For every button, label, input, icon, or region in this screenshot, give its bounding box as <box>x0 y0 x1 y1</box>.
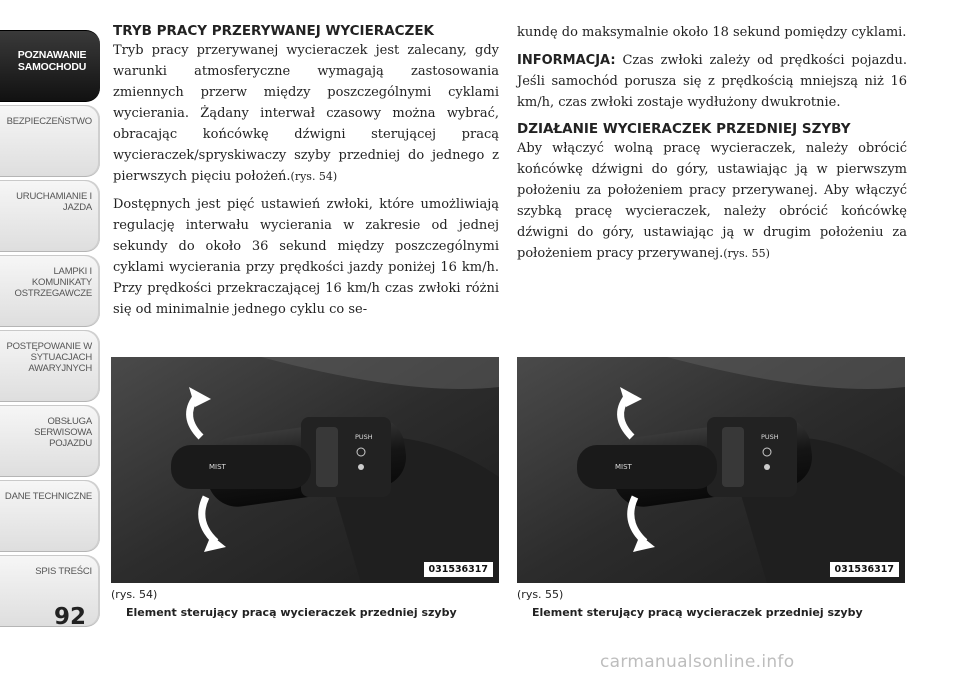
tab-obsluga-serwisowa[interactable] <box>0 405 100 477</box>
paragraph-text: Aby włączyć wolną pracę wycieraczek, należy obrócić końcówkę dźwigni do góry, ustawiając ją w pierwszym położeniu za położeniem pracy przerywanej. Aby włączyć szybką pracę wycieraczek, należy obrócić końcówkę dźwigni do góry, ustawiając ją w drugim położeniu za położeniem pracy przerywanej. <box>517 141 907 261</box>
tab-uruchamianie-i-jazda[interactable] <box>0 180 100 252</box>
figure-caption: Element sterujący pracą wycieraczek przedniej szyby <box>126 606 457 619</box>
tab-label: LAMPKI I KOMUNIKATY OSTRZEGAWCZE <box>14 266 92 299</box>
wiper-stalk-photo <box>517 357 905 583</box>
figure-reference: (rys. 55) <box>723 247 770 260</box>
paragraph <box>517 138 907 264</box>
watermark: carmanualsonline.info <box>600 652 795 672</box>
figure-reference: (rys. 54) <box>111 588 158 601</box>
tab-dane-techniczne[interactable] <box>0 480 100 552</box>
paragraph <box>113 40 499 187</box>
tab-lampki-i-komunikaty[interactable] <box>0 255 100 327</box>
page-number: 92 <box>53 604 86 630</box>
mist-label: MIST <box>615 463 632 471</box>
paragraph: Dostępnych jest pięć ustawień zwłoki, które umożliwiają regulację interwału wycierania w zakresie od jednej sekundy do około 36 sekund między poszczególnymi cyklami wycierania przy prędkości jazdy poniżej 16 km/h. Przy prędkości przekraczającej 16 km/h czas zwłoki różni się od minimalnie jednego cyklu co se- <box>113 197 499 317</box>
info-label: INFORMACJA: <box>517 53 616 68</box>
wiper-stalk-photo <box>111 357 499 583</box>
tab-label: SPIS TREŚCI <box>35 566 92 577</box>
figure-reference: (rys. 54) <box>290 170 338 183</box>
tab-label: URUCHAMIANIE I JAZDA <box>16 191 92 213</box>
tab-bezpieczenstwo[interactable] <box>0 105 100 177</box>
paragraph: kundę do maksymalnie około 18 sekund pomiędzy cyklami. <box>517 25 907 40</box>
tab-label: POZNAWANIE SAMOCHODU <box>17 49 87 73</box>
tab-label: BEZPIECZEŃSTWO <box>6 116 92 127</box>
tab-label: DANE TECHNICZNE <box>4 491 92 502</box>
push-label: PUSH <box>355 433 373 441</box>
mist-label: MIST <box>209 463 226 471</box>
image-code: 031536317 <box>424 562 494 577</box>
figure-wiper-stalk-55 <box>517 357 905 583</box>
image-code: 031536317 <box>830 562 900 577</box>
figure-caption: Element sterujący pracą wycieraczek przedniej szyby <box>532 606 863 619</box>
figure-wiper-stalk-54 <box>111 357 499 583</box>
info-note <box>517 50 907 113</box>
right-column <box>517 22 907 271</box>
tab-label: POSTĘPOWANIE W SYTUACJACH AWARYJNYCH <box>6 341 92 374</box>
push-label: PUSH <box>761 433 779 441</box>
left-column <box>113 22 499 327</box>
tab-postepowanie-awaryjne[interactable] <box>0 330 100 402</box>
section-heading: DZIAŁANIE WYCIERACZEK PRZEDNIEJ SZYBY <box>517 121 851 137</box>
tab-poznawanie-samochodu[interactable] <box>0 30 100 102</box>
figure-reference: (rys. 55) <box>517 588 564 601</box>
section-heading: TRYB PRACY PRZERYWANEJ WYCIERACZEK <box>113 23 435 39</box>
info-text: Czas zwłoki zależy od prędkości pojazdu. Jeśli samochód porusza się z prędkością mniejszą niż 16 km/h, czas zwłoki zostaje wydłużony dwukrotnie. <box>517 53 907 110</box>
tab-label: OBSŁUGA SERWISOWA POJAZDU <box>34 416 92 449</box>
paragraph-text: Tryb pracy przerywanej wycieraczek jest zalecany, gdy warunki atmosferyczne wymagają zastosowania zmiennych przerw między poszczególnymi cyklami wycierania. Żądany interwał czasowy można wybrać, obracając końcówkę dźwigni sterującej pracą wycieraczek/spryskiwaczy szyby przedniej do jednego z pierwszych pięciu położeń. <box>113 43 499 184</box>
